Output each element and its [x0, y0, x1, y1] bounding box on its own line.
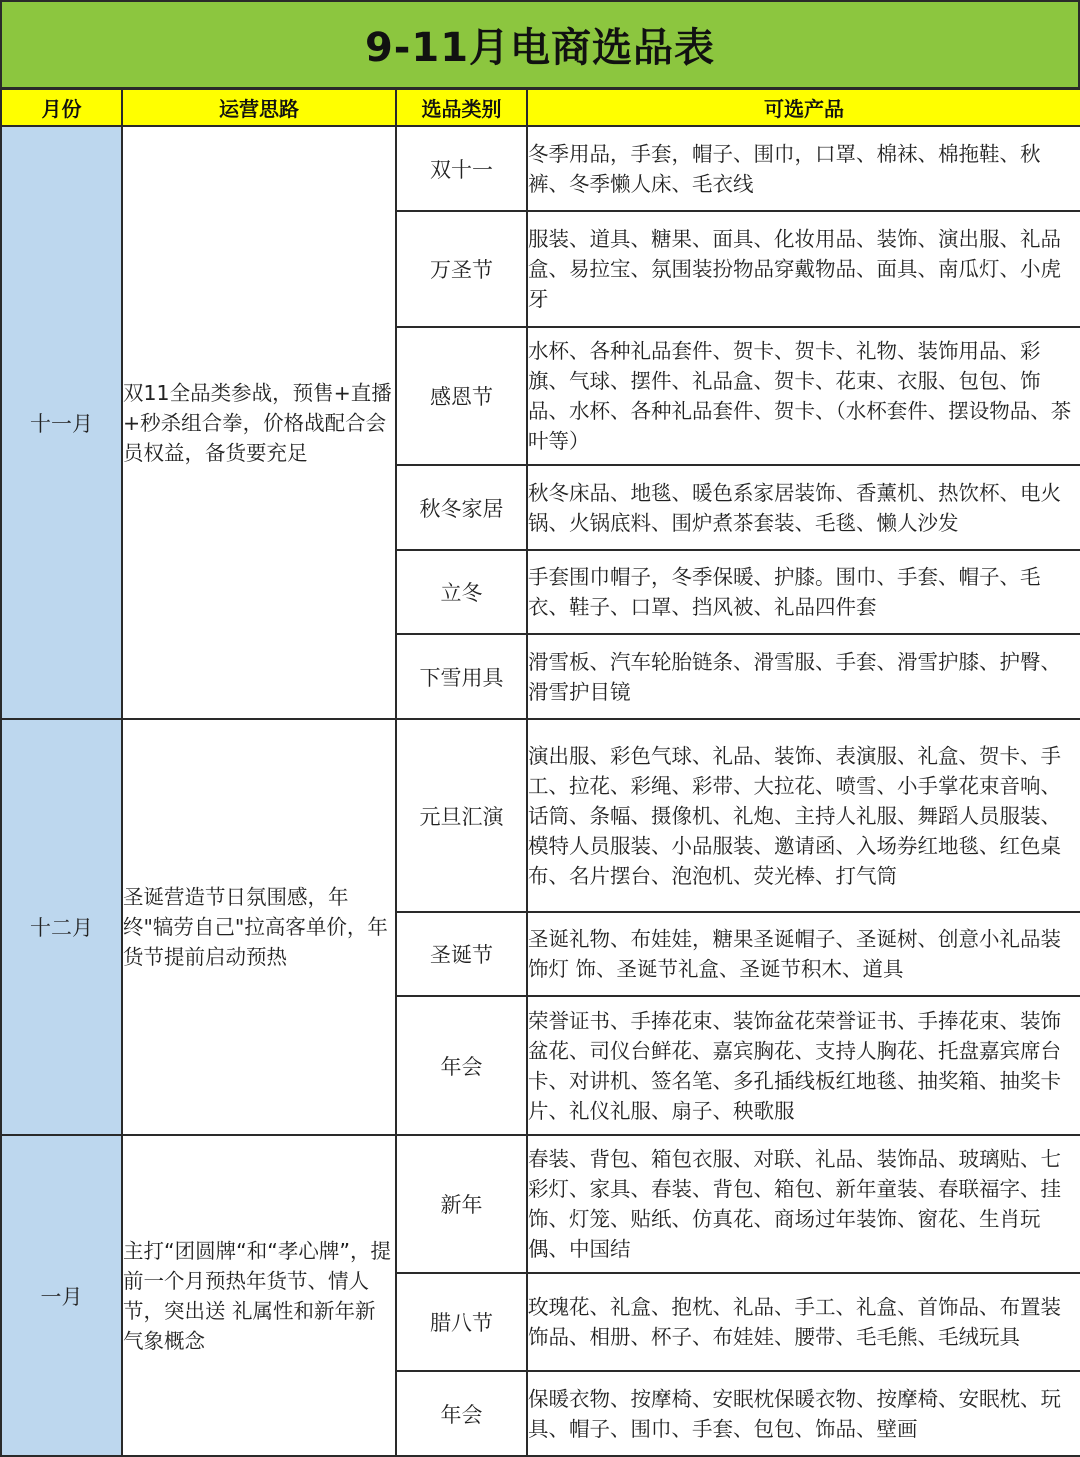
category-cell: 腊八节	[396, 1273, 527, 1371]
products-cell: 保暖衣物、按摩椅、安眠枕保暖衣物、按摩椅、安眠枕、玩具、帽子、围巾、手套、包包、饰品、壁画	[527, 1371, 1080, 1456]
category-cell: 秋冬家居	[396, 465, 527, 550]
category-cell: 万圣节	[396, 211, 527, 327]
products-cell: 玫瑰花、礼盒、抱枕、礼品、手工、礼盒、首饰品、布置装饰品、相册、杯子、布娃娃、腰带、毛毛熊、毛绒玩具	[527, 1273, 1080, 1371]
products-cell: 演出服、彩色气球、礼品、装饰、表演服、礼盒、贺卡、手工、拉花、彩绳、彩带、大拉花、喷雪、小手掌花束音响、话筒、条幅、摄像机、礼炮、主持人礼服、舞蹈人员服装、模特人员服装、小品服装、邀请函、入场券红地毯、红色桌布、名片摆台、泡泡机、荧光棒、打气筒	[527, 719, 1080, 912]
selection-table	[0, 88, 1080, 1457]
header-products: 可选产品	[527, 89, 1080, 126]
month-cell-january: 一月	[1, 1135, 122, 1456]
table-row	[1, 126, 1080, 211]
strategy-cell-december: 圣诞营造节日氛围感，年终"犒劳自己"拉高客单价，年货节提前启动预热	[122, 719, 396, 1135]
strategy-cell-january: 主打“团圆牌“和“孝心牌”，提前一个月预热年货节、情人节，突出送 礼属性和新年新气象概念	[122, 1135, 396, 1456]
category-cell: 年会	[396, 1371, 527, 1456]
month-cell-december: 十二月	[1, 719, 122, 1135]
products-cell: 春装、背包、箱包衣服、对联、礼品、装饰品、玻璃贴、七彩灯、家具、春装、背包、箱包、新年童装、春联福字、挂饰、灯笼、贴纸、仿真花、商场过年装饰、窗花、生肖玩偶、中国结	[527, 1135, 1080, 1273]
header-strategy: 运营思路	[122, 89, 396, 126]
table-row	[1, 719, 1080, 912]
products-cell: 秋冬床品、地毯、暖色系家居装饰、香薰机、热饮杯、电火锅、火锅底料、围炉煮茶套装、毛毯、懒人沙发	[527, 465, 1080, 550]
category-cell: 新年	[396, 1135, 527, 1273]
category-cell: 立冬	[396, 550, 527, 634]
month-cell-november: 十一月	[1, 126, 122, 719]
header-category: 选品类别	[396, 89, 527, 126]
category-cell: 元旦汇演	[396, 719, 527, 912]
category-cell: 感恩节	[396, 327, 527, 465]
category-cell: 圣诞节	[396, 912, 527, 996]
category-cell: 双十一	[396, 126, 527, 211]
products-cell: 服装、道具、糖果、面具、化妆用品、装饰、演出服、礼品盒、易拉宝、氛围装扮物品穿戴物品、面具、南瓜灯、小虎牙	[527, 211, 1080, 327]
products-cell: 手套围巾帽子，冬季保暖、护膝。围巾、手套、帽子、毛衣、鞋子、口罩、挡风被、礼品四件套	[527, 550, 1080, 634]
table-row	[1, 1135, 1080, 1273]
strategy-cell-november: 双11全品类参战，预售+直播+秒杀组合拳，价格战配合会员权益，备货要充足	[122, 126, 396, 719]
header-month: 月份	[1, 89, 122, 126]
products-cell: 圣诞礼物、布娃娃，糖果圣诞帽子、圣诞树、创意小礼品装饰灯 饰、圣诞节礼盒、圣诞节积木、道具	[527, 912, 1080, 996]
products-cell: 冬季用品，手套，帽子、围巾，口罩、棉袜、棉拖鞋、秋裤、冬季懒人床、毛衣线	[527, 126, 1080, 211]
products-cell: 水杯、各种礼品套件、贺卡、贺卡、礼物、装饰用品、彩旗、气球、摆件、礼品盒、贺卡、花束、衣服、包包、饰品、水杯、各种礼品套件、贺卡、（水杯套件、摆设物品、茶叶等）	[527, 327, 1080, 465]
category-cell: 下雪用具	[396, 634, 527, 719]
products-cell: 滑雪板、汽车轮胎链条、滑雪服、手套、滑雪护膝、护臀、滑雪护目镜	[527, 634, 1080, 719]
category-cell: 年会	[396, 996, 527, 1135]
products-cell: 荣誉证书、手捧花束、装饰盆花荣誉证书、手捧花束、装饰盆花、司仪台鲜花、嘉宾胸花、支持人胸花、托盘嘉宾席台卡、对讲机、签名笔、多孔插线板红地毯、抽奖箱、抽奖卡片、礼仪礼服、扇子、秧歌服	[527, 996, 1080, 1135]
header-row	[1, 89, 1080, 126]
sheet-title: 9-11月电商选品表	[0, 0, 1080, 89]
